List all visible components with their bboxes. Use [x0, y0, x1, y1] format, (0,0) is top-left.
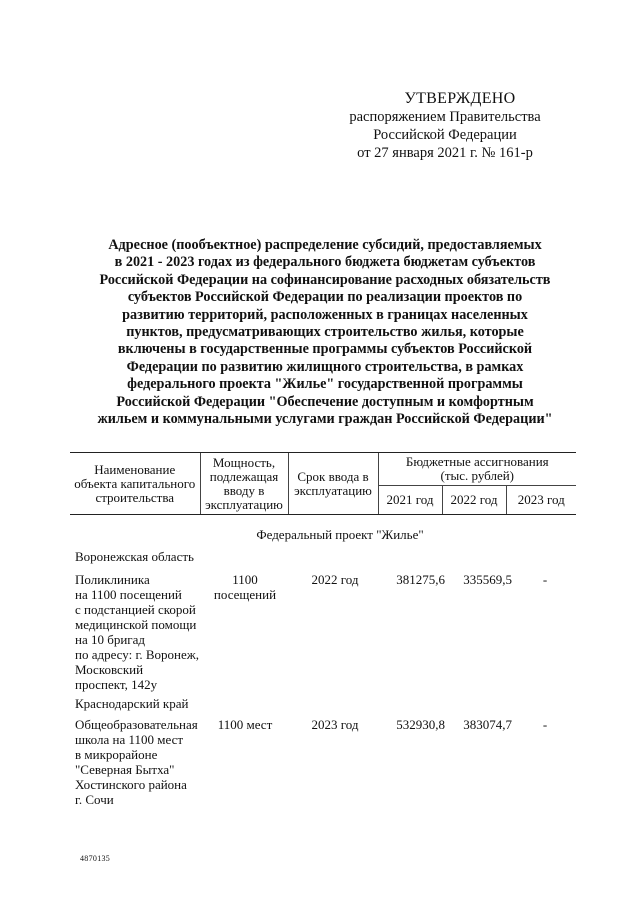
budget-2023: - — [542, 717, 548, 732]
object-date: 2022 год — [311, 572, 359, 587]
title-line: Российской Федерации "Обеспечение доступным и комфортным — [116, 393, 534, 410]
column-header-year: 2022 год — [442, 486, 506, 515]
object-power: 1100 посещений — [213, 572, 277, 602]
budget-2022: 383074,7 — [463, 717, 512, 732]
region-name: Краснодарский край — [75, 696, 189, 711]
column-header-year: 2021 год — [378, 486, 442, 515]
title-line: федерального проекта "Жилье" государственной программы — [127, 376, 523, 393]
title-line: субъектов Российской Федерации по реализации проектов по — [127, 289, 523, 306]
title-line: Адресное (пообъектное) распределение субсидий, предоставляемых — [108, 237, 542, 253]
column-header-name: Наименование объекта капитального строительства — [70, 453, 200, 515]
budget-2022: 335569,5 — [463, 572, 512, 587]
column-header-budget: Бюджетные ассигнования (тыс. рублей) — [378, 453, 576, 486]
title-line: жильем и коммунальными услугами граждан Российской Федерации" — [97, 411, 553, 428]
title-line: в 2021 - 2023 годах из федерального бюджета бюджетам субъектов — [114, 254, 536, 271]
budget-2021: 532930,8 — [396, 717, 445, 732]
object-power: 1100 мест — [217, 717, 273, 732]
object-name: Общеобразовательная школа на 1100 мест в микрорайоне "Северная Бытха" Хостинского района г. Сочи — [75, 717, 198, 807]
title-line: развитию территорий, расположенных в границах населенных — [122, 306, 528, 323]
title-line: включены в государственные программы субъектов Российской — [117, 341, 533, 358]
approval-line: от 27 января 2021 г. № 161-р — [357, 145, 533, 161]
approval-line: распоряжением Правительства — [349, 109, 541, 125]
budget-2023: - — [542, 572, 548, 587]
object-name: Поликлиника на 1100 посещений с подстанцией скорой медицинской помощи на 10 бригад по адресу: г. Воронеж, Московский проспект, 142у — [75, 572, 199, 692]
column-header-date: Срок ввода в эксплуатацию — [288, 453, 378, 515]
title-line: Федерации по развитию жилищного строительства, в рамках — [126, 358, 524, 375]
region-name: Воронежская область — [75, 549, 194, 564]
document-code: 4870135 — [80, 854, 111, 863]
approval-line: Российской Федерации — [373, 127, 517, 143]
object-date: 2023 год — [311, 717, 359, 732]
title-line: Российской Федерации на софинансирование расходных обязательств — [99, 271, 551, 288]
column-header-power: Мощность, подлежащая вводу в эксплуатацию — [200, 453, 288, 515]
budget-2021: 381275,6 — [396, 572, 445, 587]
column-header-year: 2023 год — [506, 486, 576, 515]
title-line: пунктов, предусматривающих строительство жилья, которые — [126, 324, 524, 341]
approval-stamp: УТВЕРЖДЕНО — [404, 90, 516, 107]
section-title: Федеральный проект "Жилье" — [256, 527, 424, 542]
